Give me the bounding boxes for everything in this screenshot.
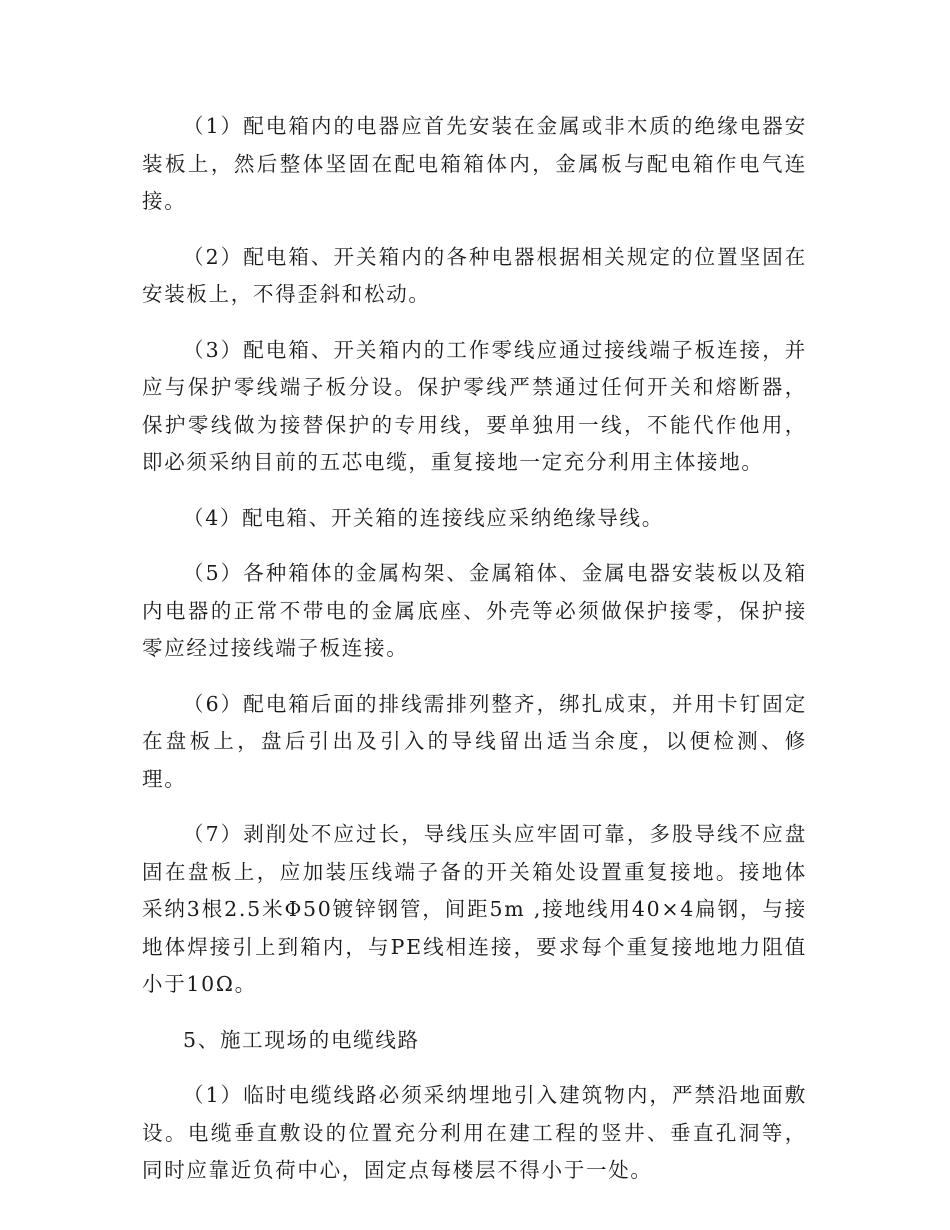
document-body (142, 108, 807, 1208)
paragraph-1: （1）配电箱内的电器应首先安装在金属或非木质的绝缘电器安装板上，然后整体坚固在配电箱箱体内，金属板与配电箱作电气连接。 (142, 114, 807, 213)
paragraph-5: （5）各种箱体的金属构架、金属箱体、金属电器安装板以及箱内电器的正常不带电的金属底座、外壳等必须做保护接零，保护接零应经过接线端子板连接。 (142, 561, 807, 660)
paragraph-8: （1）临时电缆线路必须采纳埋地引入建筑物内，严禁沿地面敷设。电缆垂直敷设的位置充分利用在建工程的竖井、垂直孔洞等，同时应靠近负荷中心，固定点每楼层不得小于一处。 (142, 1083, 807, 1182)
paragraph-2: （2）配电箱、开关箱内的各种电器根据相关规定的位置坚固在安装板上，不得歪斜和松动。 (142, 244, 807, 306)
paragraph-7: （7）剥削处不应过长，导线压头应牢固可靠，多股导线不应盘固在盘板上，应加装压线端子备的开关箱处设置重复接地。接地体采纳3根2.5米Φ50镀锌钢管，间距5m ,接地线用40×4扁钢，与接地体焊接引上到箱内，与PE线相连接，要求每个重复接地地力阻值小于10Ω。 (142, 822, 807, 996)
section-heading: 5、施工现场的电缆线路 (183, 1027, 420, 1052)
paragraph-3: （3）配电箱、开关箱内的工作零线应通过接线端子板连接，并应与保护零线端子板分设。保护零线严禁通过任何开关和熔断器，保护零线做为接替保护的专用线，要单独用一线，不能代作他用，即必须采纳目前的五芯电缆，重复接地一定充分利用主体接地。 (142, 337, 807, 474)
paragraph-6: （6）配电箱后面的排线需排列整齐，绑扎成束，并用卡钉固定在盘板上，盘后引出及引入的导线留出适当余度，以便检测、修理。 (142, 691, 807, 791)
paragraph-4: （4）配电箱、开关箱的连接线应采纳绝缘导线。 (183, 505, 664, 530)
